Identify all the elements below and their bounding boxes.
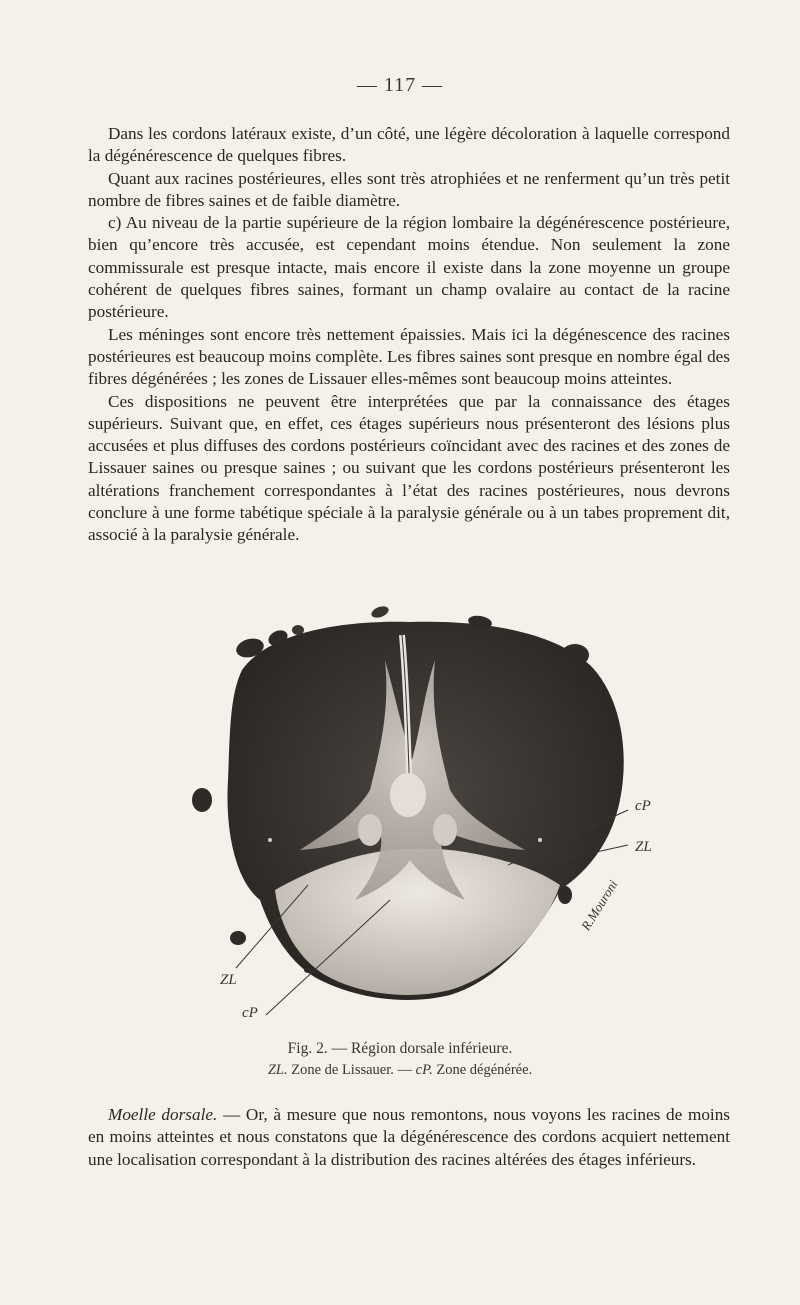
- paragraph: Dans les cordons latéraux existe, d’un côté, une légère décoloration à laquelle correspond la dégénérescence de quelques fibres.: [88, 124, 730, 166]
- paragraph: c) Au niveau de la partie supérieure de la région lombaire la dégénérescence postérieure, bien qu’encore très accusée, est cependant moins étendue. Non seulement la zone commissurale est presque intacte, mais encore il existe dans la zone moyenne un groupe cohérent de quelques fibres saines, formant un champ ovalaire au contact de la racine postérieure.: [88, 213, 730, 322]
- spinal-cord-illustration: [180, 600, 660, 1030]
- page-number: — 117 —: [356, 74, 444, 96]
- label-zl-left: ZL: [220, 972, 237, 988]
- figure-caption: Fig. 2. — Région dorsale inférieure.: [287, 1040, 513, 1057]
- artist-signature: R.Mouroni: [578, 877, 621, 933]
- paragraph: Les méninges sont encore très nettement épaissies. Mais ici la dégénescence des racines postérieures est beaucoup moins complète. Les fibres saines sont presque en nombre égal des fibres dégénérées ; les zones de Lissauer elles-mêmes sont beaucoup moins atteintes.: [88, 324, 730, 389]
- paragraph: Quant aux racines postérieures, elles sont très atrophiées et ne renferment qu’un très petit nombre de fibres saines et de faible diamètre.: [88, 168, 730, 210]
- label-cp-right: cP: [635, 798, 651, 814]
- body-text-bottom: [88, 1104, 730, 1171]
- paragraph: [88, 1104, 730, 1171]
- label-cp-left: cP: [242, 1005, 258, 1021]
- paragraph: Ces dispositions ne peuvent être interprétées que par la connaissance des étages supérieurs. Suivant que, en effet, ces étages supérieurs nous présenteront des lésions plus accusées et plus diffuses des cordons postérieurs coïncidant avec des racines et des zones de Lissauer saines ou presque saines ; ou suivant que les cordons postérieurs présenteront les altérations franchement correspondantes à l’état des racines postérieures, nous devrons conclure à une forme tabétique spéciale à la paralysie générale ou à un tabes proprement dit, associé à la paralysie générale.: [88, 391, 730, 545]
- legend-cp-text: Zone dégénérée.: [432, 1062, 533, 1078]
- label-zl-right: ZL: [635, 839, 652, 855]
- section-lead: Moelle dorsale.: [108, 1105, 218, 1124]
- legend-zl-abbr: ZL.: [267, 1062, 288, 1078]
- figure-legend: [0, 1062, 800, 1079]
- body-text-top: [88, 123, 730, 547]
- legend-cp-abbr: cP.: [415, 1062, 433, 1078]
- paragraph-text: — Or, à mesure que nous remontons, nous voyons les racines de moins en moins atteintes et nous constatons que la dégénérescence des cordons acquiert nettement une localisation correspondant à la distribution des racines altérées des étages inférieurs.: [88, 1105, 730, 1169]
- legend-zl-text: Zone de Lissauer. —: [287, 1062, 416, 1078]
- spinal-cord-section-figure: [180, 600, 660, 1030]
